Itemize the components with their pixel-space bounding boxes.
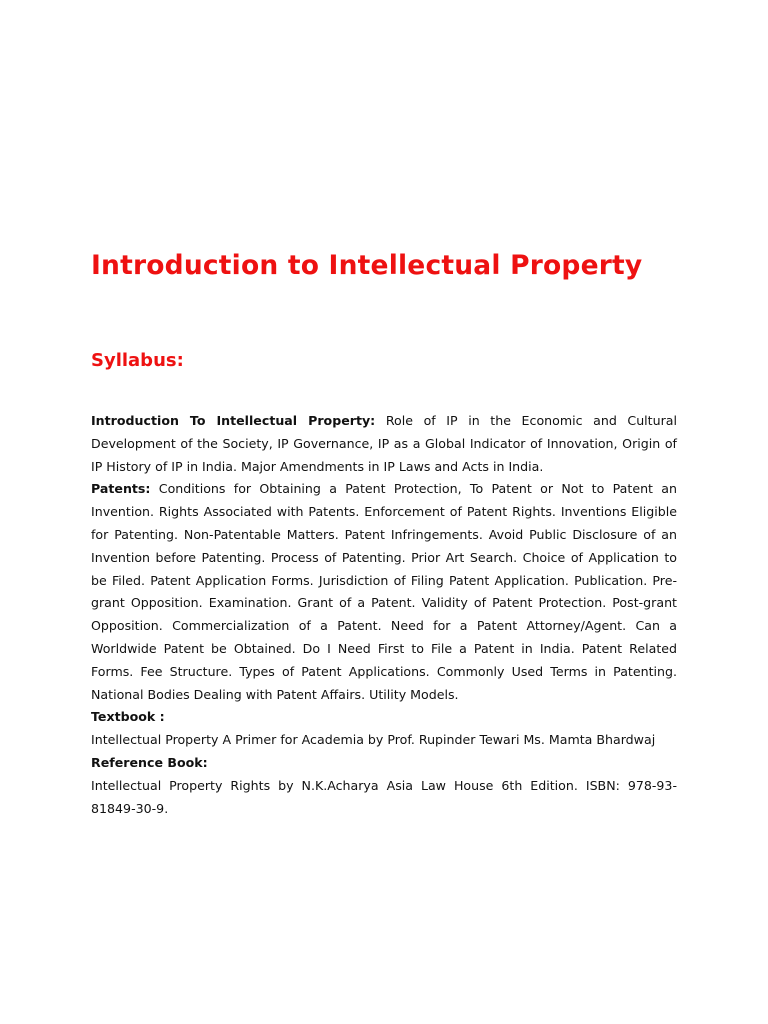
textbook-heading: Textbook :	[91, 709, 165, 725]
intro-paragraph	[91, 410, 677, 478]
patents-text: Conditions for Obtaining a Patent Protection, To Patent or Not to Patent an Invention. Rights Associated with Patents. Enforcement of Patent Rights. Inventions Eligible for Patenting. Non-Patentable Matters. Patent Infringements. Avoid Public Disclosure of an Invention before Patenting. Process of Patenting. Prior Art Search. Choice of Application to be Filed. Patent Application Forms. Jurisdiction of Filing Patent Application. Publication. Pre-grant Opposition. Examination. Grant of a Patent. Validity of Patent Protection. Post-grant Opposition. Commercialization of a Patent. Need for a Patent Attorney/Agent. Can a Worldwide Patent be Obtained. Do I Need First to File a Patent in India. Patent Related Forms. Fee Structure. Types of Patent Applications. Commonly Used Terms in Patenting. National Bodies Dealing with Patent Affairs. Utility Models.	[91, 481, 677, 702]
intro-label: Introduction To Intellectual Property:	[91, 413, 376, 428]
patents-paragraph	[91, 478, 677, 706]
syllabus-body	[91, 410, 677, 820]
reference-heading: Reference Book:	[91, 754, 208, 770]
document-title: Introduction to Intellectual Property	[91, 250, 643, 281]
textbook-text: Intellectual Property A Primer for Academia by Prof. Rupinder Tewari Ms. Mamta Bhardwaj	[91, 732, 656, 748]
patents-label: Patents:	[91, 481, 151, 497]
syllabus-heading: Syllabus:	[91, 350, 184, 371]
reference-text: Intellectual Property Rights by N.K.Acharya Asia Law House 6th Edition. ISBN: 978-93-81849-30-9.	[91, 777, 677, 816]
intro-text: Role of IP in the Economic and Cultural Development of the Society, IP Governance, IP as a Global Indicator of Innovation, Origin of IP History of IP in India. Major Amendments in IP Laws and Acts in India.	[91, 413, 677, 474]
